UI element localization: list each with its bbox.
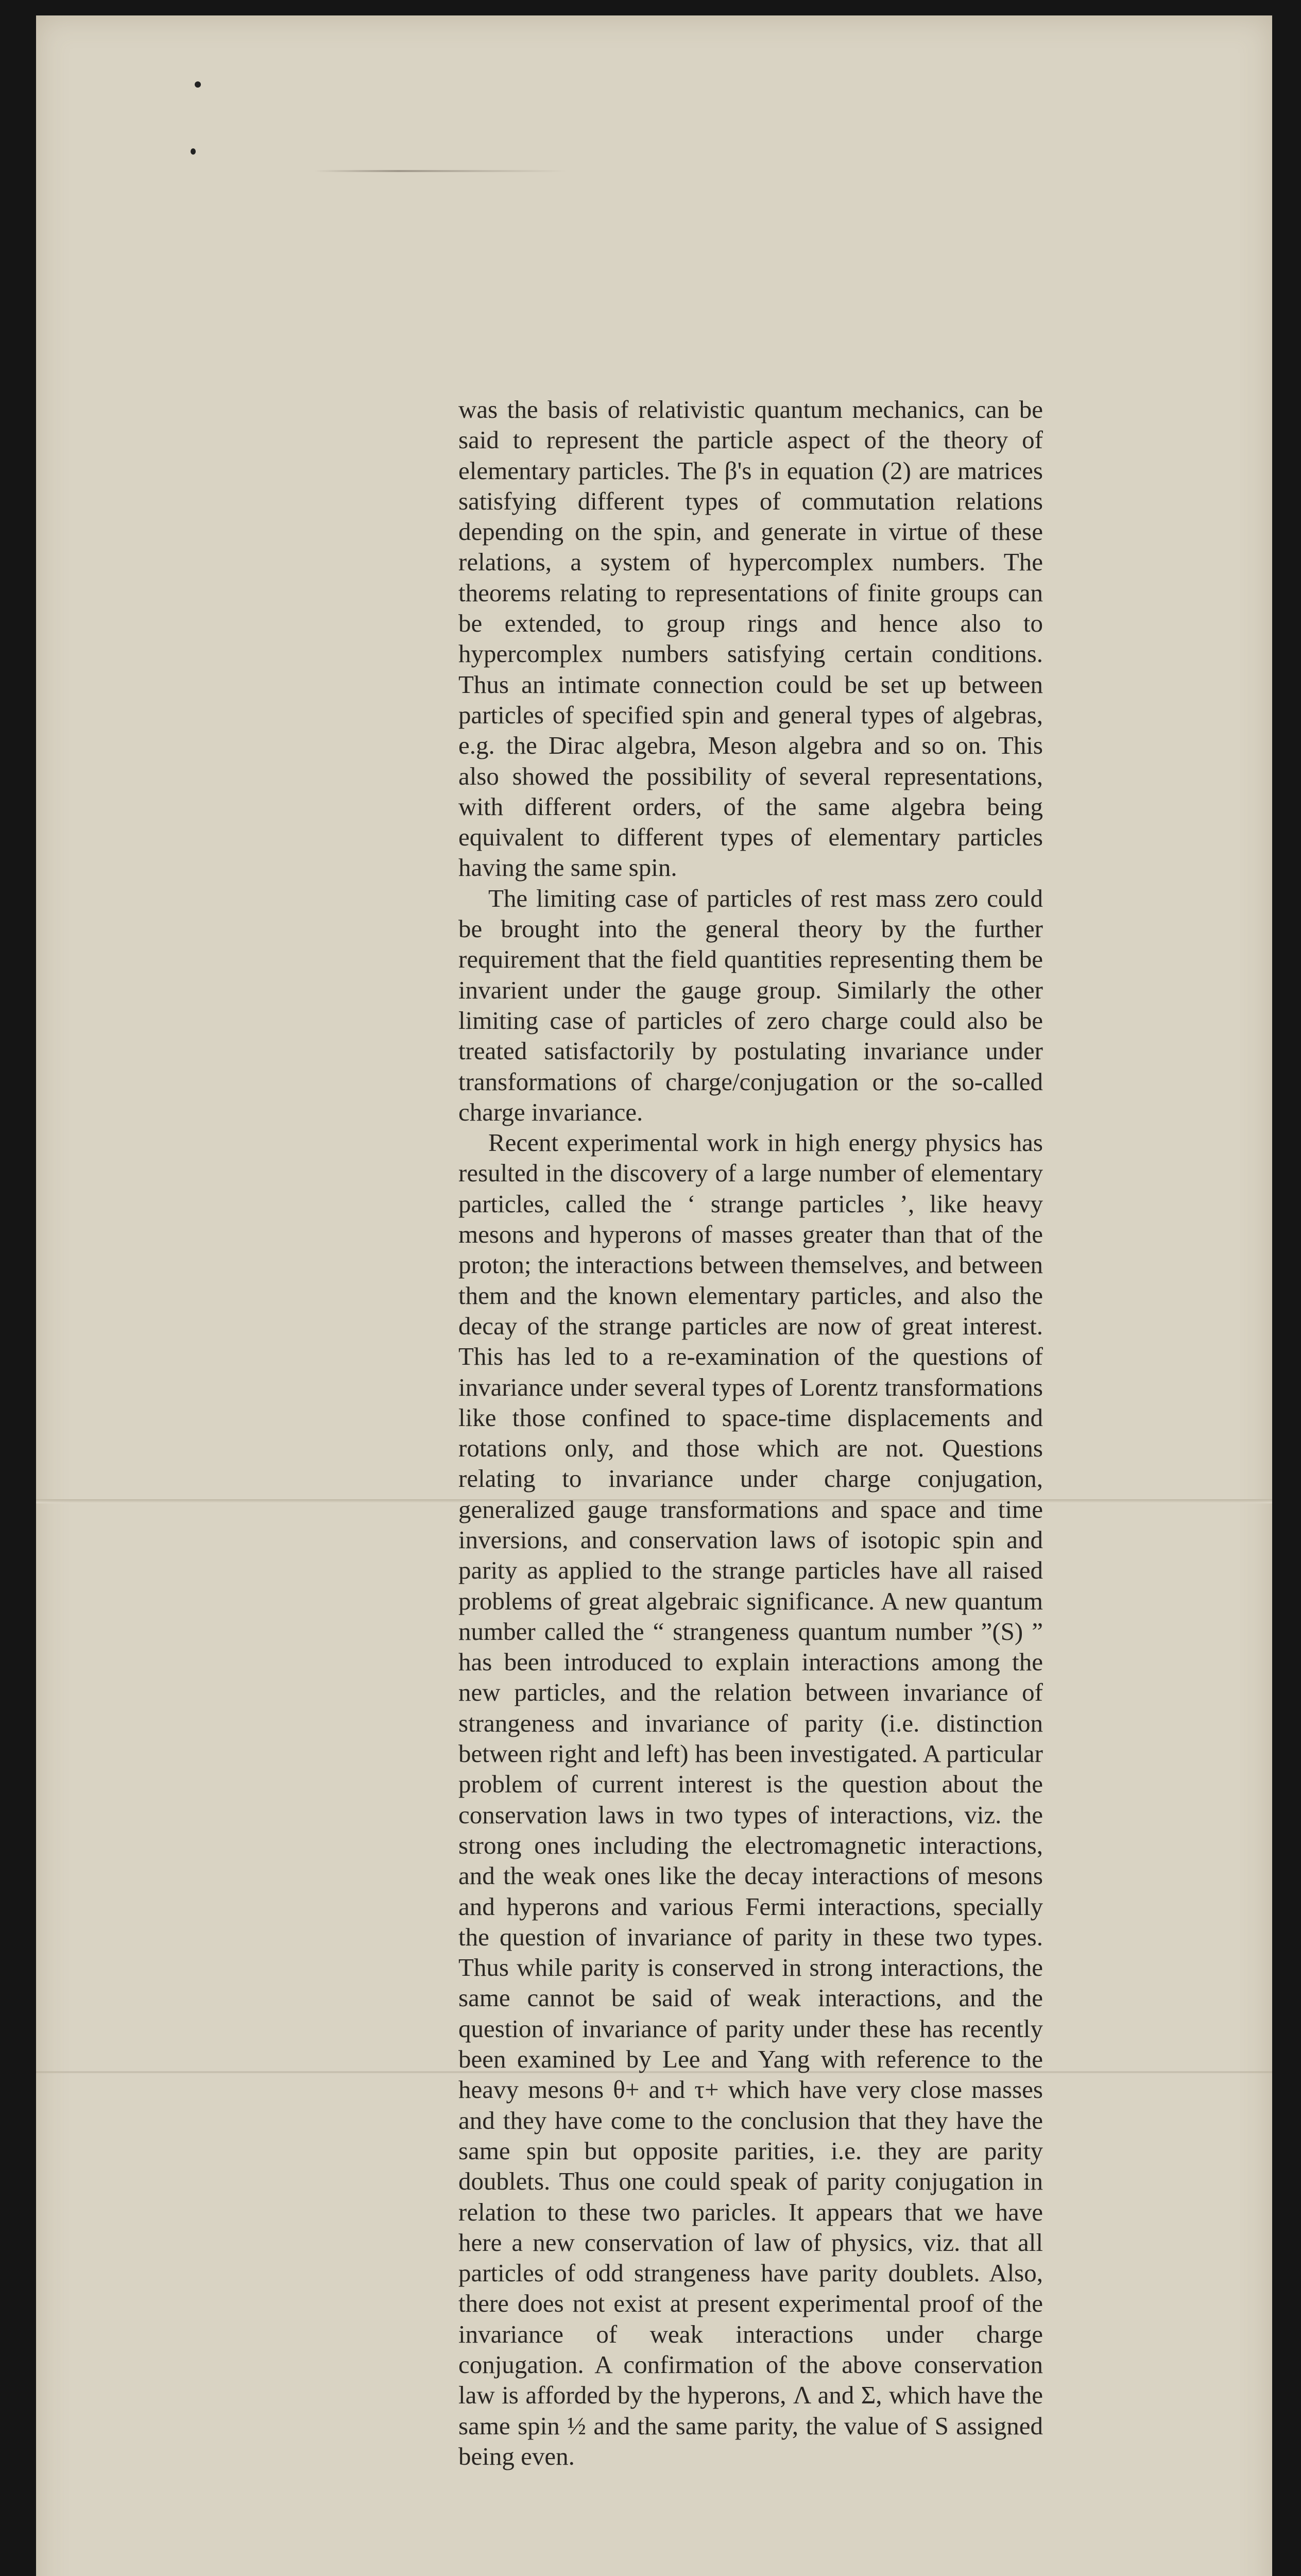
text-column	[458, 394, 1043, 2471]
paragraph: Recent experimental work in high energy physics has resulted in the discovery of a large number of elementary particles, called the ‘ strange particles ’, like heavy mesons and hyperons of masses greater than that of the proton; the interactions between themselves, and between them and the known elementary particles, and also the decay of the strange particles are now of great interest. This has led to a re-examination of the questions of invariance under several types of Lorentz transformations like those confined to space-time displacements and rotations only, and those which are not. Questions relating to invariance under charge conjugation, generalized gauge transformations and space and time inversions, and conservation laws of isotopic spin and parity as applied to the strange particles have all raised problems of great algebraic significance. A new quantum number called the “ strangeness quantum number ”(S) ” has been introduced to explain interactions among the new particles, and the relation between invariance of strangeness and invariance of parity (i.e. distinction between right and left) has been investigated. A particular problem of current interest is the question about the conservation laws in two types of interactions, viz. the strong ones including the electromagnetic interactions, and the weak ones like the decay interactions of mesons and hyperons and various Fermi interactions, specially the question of invariance of parity in these two types. Thus while parity is conserved in strong interactions, the same cannot be said of weak interactions, and the question of invariance of parity under these has recently been examined by Lee and Yang with reference to the heavy mesons θ+ and τ+ which have very close masses and they have come to the conclusion that they have the same spin but opposite parities, i.e. they are parity doublets. Thus one could speak of parity conjugation in relation to these two paricles. It appears that we have here a new conservation of law of physics, viz. that all particles of odd strangeness have parity doublets. Also, there does not exist at present experimental proof of the invariance of weak interactions under charge conjugation. A confirmation of the above conservation law is afforded by the hyperons, Λ and Σ, which have the same spin ½ and the same parity, the value of S assigned being even.	[458, 1128, 1043, 2470]
paper-sheet	[36, 15, 1272, 2576]
paragraph: The limiting case of particles of rest mass zero could be brought into the general theory by the further requirement that the field quantities representing them be invarient under the gauge group. Similarly the other limiting case of particles of zero charge could also be treated satisfactorily by postulating invariance under transformations of charge/conjugation or the so-called charge invariance.	[458, 884, 1043, 1126]
faint-ink-mark	[314, 170, 567, 172]
paragraph: was the basis of relativistic quantum mechanics, can be said to represent the particle aspect of the theory of elementary particles. The β's in equation (2) are matrices satisfying different types of commutation relations depending on the spin, and generate in virtue of these relations, a system of hypercomplex numbers. The theorems relating to representations of finite groups can be extended, to group rings and hence also to hypercomplex numbers satisfying certain conditions. Thus an intimate connection could be set up between particles of specified spin and general types of algebras, e.g. the Dirac algebra, Meson algebra and so on. This also showed the possibility of several representations, with different orders, of the same algebra being equivalent to different types of elementary particles having the same spin.	[458, 395, 1043, 882]
ink-speck	[191, 148, 196, 155]
ink-speck	[195, 81, 201, 88]
